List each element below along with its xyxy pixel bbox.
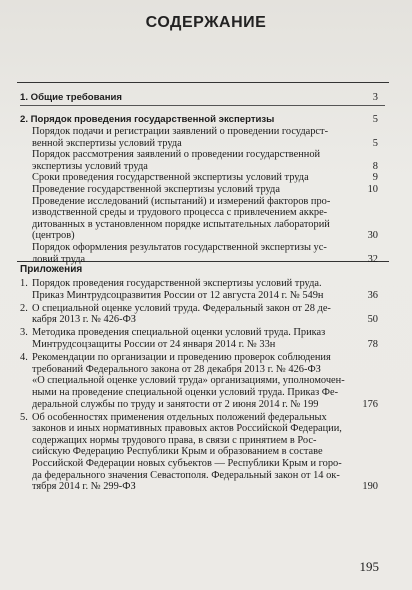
toc-entry-line: ловий труда xyxy=(32,253,86,265)
appendix-line: содержащих нормы трудового права, в связи с принятием в Рос- xyxy=(32,434,317,446)
toc-entry-line: Проведение государственной экспертизы условий труда xyxy=(32,184,280,195)
appendix-line: Приказ Минтрудсоцразвития России от 12 августа 2014 г. № 549н xyxy=(32,289,324,301)
page-number: 195 xyxy=(359,559,379,574)
appendix-line: требований Федерального закона от 28 декабря 2013 г. № 426-ФЗ xyxy=(32,363,321,375)
appendix-line: законов и иных нормативных правовых актов Российской Федерации, xyxy=(32,423,342,435)
appendix-page: 190 xyxy=(362,481,378,493)
toc-section-label: 1. Общие требования xyxy=(20,92,122,103)
appendix-line: Методика проведения специальной оценки условий труда. Приказ xyxy=(32,327,326,339)
appendix-heading: Приложения xyxy=(20,264,83,275)
appendix-number: 5. xyxy=(20,411,28,423)
toc-entry-line: Сроки проведения государственной экспертизы условий труда xyxy=(32,172,309,184)
toc-entry-line: экспертизы условий труда xyxy=(32,160,148,172)
appendix-line: деральной службы по труду и занятости от 2 июня 2014 г. № 199 xyxy=(32,398,319,410)
toc-entry-line: Порядок подачи и регистрации заявлений о проведении государст- xyxy=(32,126,329,137)
appendix-line: да федерального значения Севастополя. Федеральный закон от 14 ок- xyxy=(32,469,340,481)
toc-entry-page: 5 xyxy=(372,137,378,149)
toc-section-label: 2. Порядок проведения государственной экспертизы xyxy=(20,114,275,125)
appendix-line: Рекомендации по организации и проведению проверок соблюдения xyxy=(32,352,331,364)
toc-entry-line: (центров) xyxy=(32,230,75,242)
appendix-line: тября 2014 г. № 299-ФЗ xyxy=(32,481,136,493)
toc-entry-page: 9 xyxy=(372,172,378,184)
appendix-page: 50 xyxy=(367,314,378,326)
toc-entry-line: дитованных в установленном порядке испытательных лабораторий xyxy=(32,218,330,230)
toc-entry-page: 8 xyxy=(372,160,378,172)
toc-entry-page: 30 xyxy=(367,230,378,242)
toc-section-page: 5 xyxy=(372,114,378,125)
toc-entry-page: 10 xyxy=(367,184,378,195)
appendix-line: кабря 2013 г. № 426-ФЗ xyxy=(32,314,136,326)
toc-entry-page: 32 xyxy=(367,253,378,265)
appendix-line: Минтрудсоцзащиты России от 24 января 2014 г. № 33н xyxy=(32,339,276,350)
toc-entry-line: Порядок оформления результатов государственной экспертизы ус- xyxy=(32,242,327,253)
appendix-line: Российской Федерации новых субъектов — Республики Крым и горо- xyxy=(32,458,342,469)
appendix-number: 2. xyxy=(20,302,28,314)
appendix-line: сийскую Федерацию Республики Крым и образованием в составе xyxy=(32,446,323,458)
toc-entry-line: венной экспертизы условий труда xyxy=(32,137,182,149)
appendix-number: 4. xyxy=(20,352,28,364)
appendix-page: 78 xyxy=(367,339,378,350)
toc-section-page: 3 xyxy=(372,92,378,103)
appendix-line: Об особенностях применения отдельных положений федеральных xyxy=(32,411,327,423)
appendix-page: 176 xyxy=(362,398,378,410)
appendix-line: «О специальной оценке условий труда» организациями, уполномочен- xyxy=(32,375,345,387)
toc-divider xyxy=(20,105,385,106)
appendix-number: 3. xyxy=(20,327,28,339)
page-title: СОДЕРЖАНИЕ xyxy=(145,14,267,31)
appendix-line: ными на проведение специальной оценки условий труда. Приказ Фе- xyxy=(32,386,339,398)
toc-entry-line: Проведение исследований (испытаний) и измерений факторов про- xyxy=(32,195,331,207)
toc-entry-line: изводственной среды и трудового процесса с привлечением аккре- xyxy=(32,207,328,219)
toc-entry-line: Порядок рассмотрения заявлений о проведении государственной xyxy=(32,149,321,161)
appendix-number: 1. xyxy=(20,278,28,289)
appendix-line: Порядок проведения государственной экспертизы условий труда. xyxy=(32,278,322,289)
appendix-line: О специальной оценке условий труда. Федеральный закон от 28 де- xyxy=(32,302,331,314)
appendix-page: 36 xyxy=(367,289,378,301)
